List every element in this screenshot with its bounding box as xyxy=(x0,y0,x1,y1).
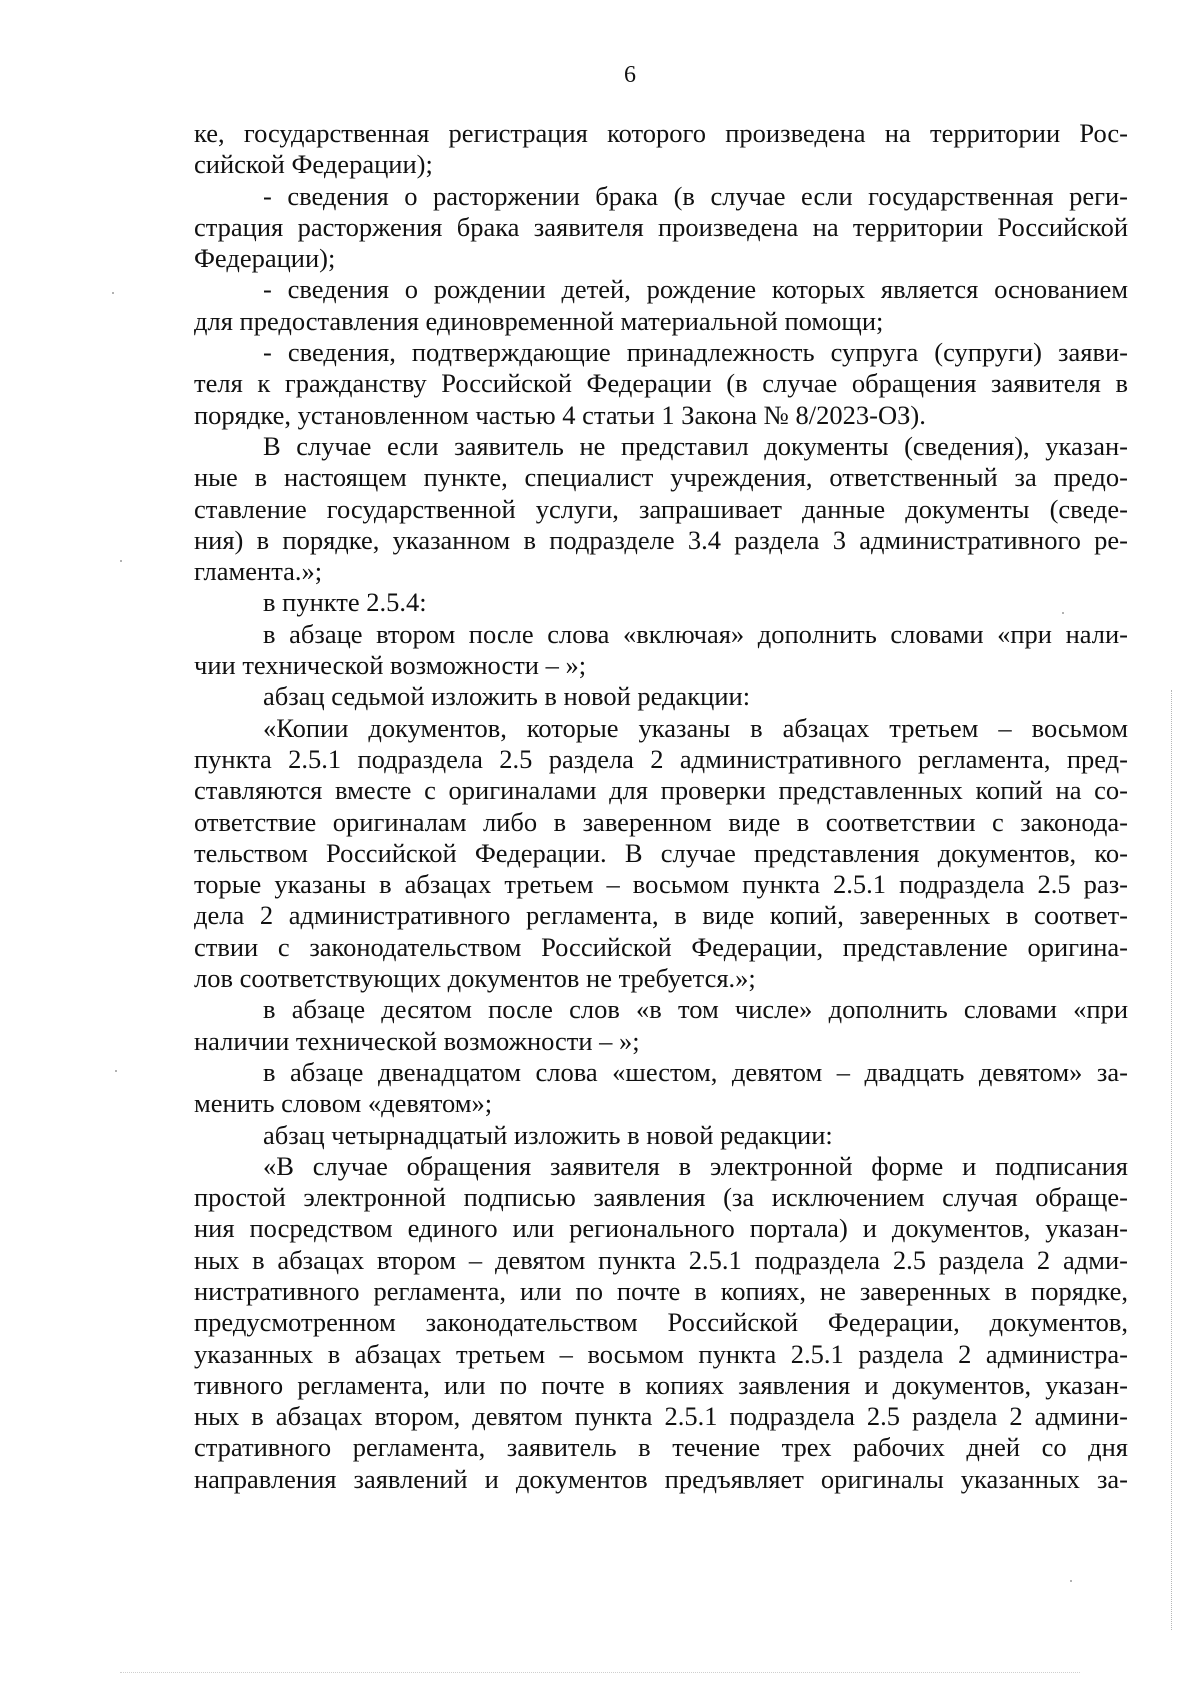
text-line: для предоставления единовременной материальной помощи; xyxy=(194,305,884,336)
text-line: страция расторжения брака заявителя произведена на территории Российской xyxy=(194,211,1128,242)
text-line: сийской Федерации); xyxy=(194,149,433,180)
text-line: ке, государственная регистрация которого произведена на территории Рос- xyxy=(194,118,1128,148)
text-line: чии технической возможности – »; xyxy=(194,650,587,681)
text-line: торые указаны в абзацах третьем – восьмом пункта 2.5.1 подраздела 2.5 раз- xyxy=(194,869,1128,900)
text-line: ные в настоящем пункте, специалист учреждения, ответственный за предо- xyxy=(194,462,1128,493)
text-line: теля к гражданству Российской Федерации (в случае обращения заявителя в xyxy=(194,368,1128,399)
text-line: лов соответствующих документов не требуется.»; xyxy=(194,963,756,994)
text-line: ставляются вместе с оригиналами для проверки представленных копий на со- xyxy=(194,775,1128,806)
scan-speck xyxy=(120,560,122,562)
text-line: абзац седьмой изложить в новой редакции: xyxy=(263,681,751,712)
scan-edge-artifact xyxy=(1171,690,1174,1630)
text-line: в абзаце двенадцатом слова «шестом, девятом – двадцать девятом» за- xyxy=(263,1056,1128,1087)
text-line: предусмотренном законодательством Российской Федерации, документов, xyxy=(194,1307,1128,1338)
text-line: ных в абзацах втором – девятом пункта 2.5.1 подраздела 2.5 раздела 2 адми- xyxy=(194,1244,1128,1275)
text-line: стративного регламента, заявитель в течение трех рабочих дней со дня xyxy=(194,1432,1128,1463)
text-line: «Копии документов, которые указаны в абзацах третьем – восьмом xyxy=(263,712,1128,743)
text-line: указанных в абзацах третьем – восьмом пункта 2.5.1 раздела 2 администра- xyxy=(194,1338,1128,1369)
scan-bottom-artifact xyxy=(120,1672,1080,1674)
text-line: нистративного регламента, или по почте в копиях, не заверенных в порядке, xyxy=(194,1275,1128,1306)
text-line: в пункте 2.5.4: xyxy=(263,587,427,618)
scan-speck xyxy=(1070,1580,1072,1582)
page-number: 6 xyxy=(624,62,636,88)
text-line: ния) в порядке, указанном в подразделе 3.4 раздела 3 административного ре- xyxy=(194,524,1128,555)
text-line: направления заявлений и документов предъявляет оригиналы указанных за- xyxy=(194,1463,1128,1494)
text-line: в абзаце втором после слова «включая» дополнить словами «при нали- xyxy=(263,618,1128,649)
text-line: менить словом «девятом»; xyxy=(194,1088,493,1119)
scan-speck xyxy=(115,1070,117,1072)
text-line: гламента.»; xyxy=(194,556,323,587)
text-line: простой электронной подписью заявления (за исключением случая обраще- xyxy=(194,1182,1128,1213)
text-line: пункта 2.5.1 подраздела 2.5 раздела 2 административного регламента, пред- xyxy=(194,743,1128,774)
text-line: ствии с законодательством Российской Федерации, представление оригина- xyxy=(194,931,1128,962)
text-line: дела 2 административного регламента, в виде копий, заверенных в соответ- xyxy=(194,900,1128,931)
text-line: абзац четырнадцатый изложить в новой редакции: xyxy=(263,1119,833,1150)
text-line: ставление государственной услуги, запрашивает данные документы (сведе- xyxy=(194,493,1128,524)
text-line: порядке, установленном частью 4 статьи 1 Закона № 8/2023-ОЗ). xyxy=(194,399,926,430)
text-line: - сведения о рождении детей, рождение которых является основанием xyxy=(263,274,1128,305)
text-line: в абзаце десятом после слов «в том числе» дополнить словами «при xyxy=(263,994,1128,1025)
text-line: «В случае обращения заявителя в электронной форме и подписания xyxy=(263,1150,1128,1181)
text-line: - сведения о расторжении брака (в случае если государственная реги- xyxy=(263,180,1128,211)
text-line: тельством Российской Федерации. В случае представления документов, ко- xyxy=(194,837,1128,868)
text-line: тивного регламента, или по почте в копиях заявления и документов, указан- xyxy=(194,1369,1128,1400)
text-line: В случае если заявитель не представил документы (сведения), указан- xyxy=(263,430,1128,461)
document-body xyxy=(194,118,1128,1495)
text-line: ния посредством единого или регионального портала) и документов, указан- xyxy=(194,1213,1128,1244)
text-line: - сведения, подтверждающие принадлежность супруга (супруги) заяви- xyxy=(263,337,1128,368)
text-line: Федерации); xyxy=(194,243,336,274)
scan-speck xyxy=(112,292,114,294)
text-line: ных в абзацах втором, девятом пункта 2.5.1 подраздела 2.5 раздела 2 админи- xyxy=(194,1401,1128,1432)
text-line: ответствие оригиналам либо в заверенном виде в соответствии с законода- xyxy=(194,806,1128,837)
text-line: наличии технической возможности – »; xyxy=(194,1025,640,1056)
scan-speck xyxy=(1062,612,1064,614)
